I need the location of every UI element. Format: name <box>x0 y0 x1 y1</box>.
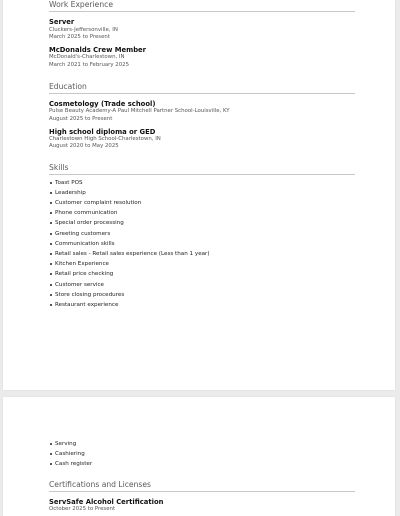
education-section <box>49 82 355 151</box>
skills-section <box>49 163 355 311</box>
work-experience-section <box>49 0 355 69</box>
job-title: Server <box>49 18 75 26</box>
education-heading: Education <box>49 82 355 94</box>
education-dates: August 2020 to May 2025 <box>49 143 119 150</box>
job-location: Cluckers-Jeffersonville, IN <box>49 26 118 33</box>
skill-item: Retail sales - Retail sales experience (Less than 1 year) <box>49 249 355 259</box>
skill-item: Phone communication <box>49 208 355 218</box>
school-name: Charlestown High School-Charlestown, IN <box>49 136 161 143</box>
certifications-heading: Certifications and Licenses <box>49 480 355 492</box>
skill-item: Cashiering <box>49 449 355 459</box>
school-name: Pulse Beauty Academy-A Paul Mitchell Partner School-Louisville, KY <box>49 108 230 115</box>
skill-item: Kitchen Experience <box>49 259 355 269</box>
certification-entry <box>49 498 355 514</box>
job-dates: March 2025 to Present <box>49 33 110 40</box>
certifications-section <box>49 480 355 514</box>
certification-dates: October 2025 to Present <box>49 506 116 513</box>
job-entry <box>49 46 355 69</box>
job-title: McDonalds Crew Member <box>49 45 147 54</box>
skill-item: Greeting customers <box>49 229 355 239</box>
resume-page-1 <box>3 0 395 390</box>
resume-page-2 <box>3 397 395 516</box>
skill-item: Customer service <box>49 280 355 290</box>
resume-content-continued <box>49 439 355 513</box>
skill-item: Communication skills <box>49 239 355 249</box>
skill-item: Customer complaint resolution <box>49 198 355 208</box>
resume-content <box>49 0 355 310</box>
skill-item: Leadership <box>49 188 355 198</box>
certification-title: ServSafe Alcohol Certification <box>49 497 164 506</box>
skill-item: Toast POS <box>49 178 355 188</box>
skills-list-continued <box>49 439 355 470</box>
skill-item: Restaurant experience <box>49 300 355 310</box>
skills-heading: Skills <box>49 163 355 175</box>
skill-item: Cash register <box>49 459 355 469</box>
skill-item: Retail price checking <box>49 269 355 279</box>
education-entry <box>49 100 355 123</box>
skills-list <box>49 178 355 311</box>
job-entry <box>49 18 355 41</box>
work-experience-heading: Work Experience <box>49 0 355 12</box>
degree-title: High school diploma or GED <box>49 127 156 136</box>
job-dates: March 2021 to February 2025 <box>49 61 130 68</box>
skill-item: Store closing procedures <box>49 290 355 300</box>
education-entry <box>49 128 355 151</box>
skill-item: Special order processing <box>49 218 355 228</box>
job-location: McDonald's-Charlestown, IN <box>49 54 125 61</box>
education-dates: August 2025 to Present <box>49 115 113 122</box>
skill-item: Serving <box>49 439 355 449</box>
degree-title: Cosmetology (Trade school) <box>49 99 156 108</box>
